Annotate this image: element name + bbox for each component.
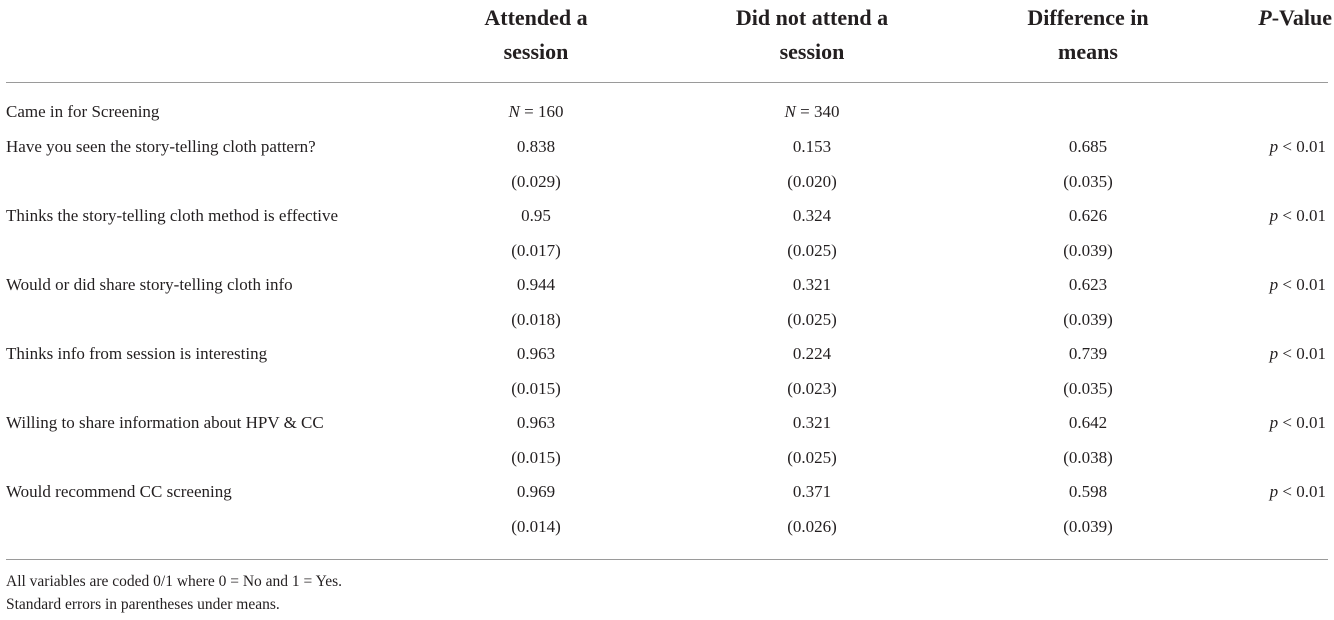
difference-se: (0.039) xyxy=(1063,241,1113,260)
attended-se: (0.029) xyxy=(511,172,561,191)
p-value xyxy=(1270,274,1326,296)
p-threshold: < 0.01 xyxy=(1282,482,1326,501)
p-symbol: p xyxy=(1269,413,1279,432)
header-attended: Attended a session xyxy=(484,5,588,64)
attended-mean: 0.963 xyxy=(516,413,556,432)
attended-mean: 0.969 xyxy=(516,482,556,501)
row-label: Thinks the story-telling cloth method is effective xyxy=(6,206,339,225)
header-not-attended: Did not attend a session xyxy=(735,5,889,64)
top-rule xyxy=(6,82,1328,83)
screening-label: Came in for Screening xyxy=(6,102,160,121)
difference-mean: 0.642 xyxy=(1068,413,1108,432)
attended-se: (0.018) xyxy=(511,310,561,329)
attended-mean: 0.95 xyxy=(521,206,551,225)
not-attended-se: (0.023) xyxy=(787,379,837,398)
row-label: Would recommend CC screening xyxy=(6,482,232,501)
attended-mean: 0.838 xyxy=(516,137,556,156)
p-value xyxy=(1270,481,1326,503)
table-note-coding: All variables are coded 0/1 where 0 = No and 1 = Yes. xyxy=(6,573,343,590)
screening-n-not-attended: N = 340 xyxy=(784,102,840,121)
not-attended-se: (0.026) xyxy=(787,517,837,536)
screening-n-attended: N = 160 xyxy=(508,102,564,121)
attended-mean: 0.963 xyxy=(516,344,556,363)
p-symbol: p xyxy=(1269,275,1279,294)
difference-mean: 0.598 xyxy=(1068,482,1108,501)
difference-se: (0.035) xyxy=(1063,172,1113,191)
difference-mean: 0.623 xyxy=(1068,275,1108,294)
row-label: Have you seen the story-telling cloth pattern? xyxy=(6,137,316,156)
difference-mean: 0.626 xyxy=(1068,206,1108,225)
attended-se: (0.015) xyxy=(511,379,561,398)
p-threshold: < 0.01 xyxy=(1282,344,1326,363)
difference-mean: 0.685 xyxy=(1068,137,1108,156)
p-threshold: < 0.01 xyxy=(1282,413,1326,432)
not-attended-se: (0.025) xyxy=(787,310,837,329)
difference-se: (0.039) xyxy=(1063,517,1113,536)
difference-se: (0.038) xyxy=(1063,448,1113,467)
header-p-value: P-Value xyxy=(1258,5,1332,30)
not-attended-mean: 0.321 xyxy=(792,275,832,294)
p-value xyxy=(1270,343,1326,365)
p-symbol: p xyxy=(1269,482,1279,501)
attended-se: (0.017) xyxy=(511,241,561,260)
row-label: Willing to share information about HPV & CC xyxy=(6,413,324,432)
not-attended-mean: 0.324 xyxy=(792,206,832,225)
p-threshold: < 0.01 xyxy=(1282,275,1326,294)
table-note-standard-errors: Standard errors in parentheses under means. xyxy=(6,596,280,613)
p-value xyxy=(1270,412,1326,434)
p-symbol: p xyxy=(1269,344,1279,363)
not-attended-mean: 0.153 xyxy=(792,137,832,156)
attended-mean: 0.944 xyxy=(516,275,556,294)
p-value xyxy=(1270,136,1326,158)
not-attended-se: (0.020) xyxy=(787,172,837,191)
not-attended-se: (0.025) xyxy=(787,448,837,467)
difference-se: (0.039) xyxy=(1063,310,1113,329)
attended-se: (0.015) xyxy=(511,448,561,467)
p-symbol: p xyxy=(1269,137,1279,156)
p-value xyxy=(1270,205,1326,227)
not-attended-mean: 0.224 xyxy=(792,344,832,363)
header-difference: Difference in means xyxy=(1027,5,1149,64)
p-threshold: < 0.01 xyxy=(1282,206,1326,225)
difference-mean: 0.739 xyxy=(1068,344,1108,363)
difference-se: (0.035) xyxy=(1063,379,1113,398)
bottom-rule xyxy=(6,559,1328,560)
not-attended-mean: 0.371 xyxy=(792,482,832,501)
attended-se: (0.014) xyxy=(511,517,561,536)
not-attended-se: (0.025) xyxy=(787,241,837,260)
row-label: Would or did share story-telling cloth info xyxy=(6,275,293,294)
p-threshold: < 0.01 xyxy=(1282,137,1326,156)
row-label: Thinks info from session is interesting xyxy=(6,344,268,363)
not-attended-mean: 0.321 xyxy=(792,413,832,432)
p-symbol: p xyxy=(1269,206,1279,225)
